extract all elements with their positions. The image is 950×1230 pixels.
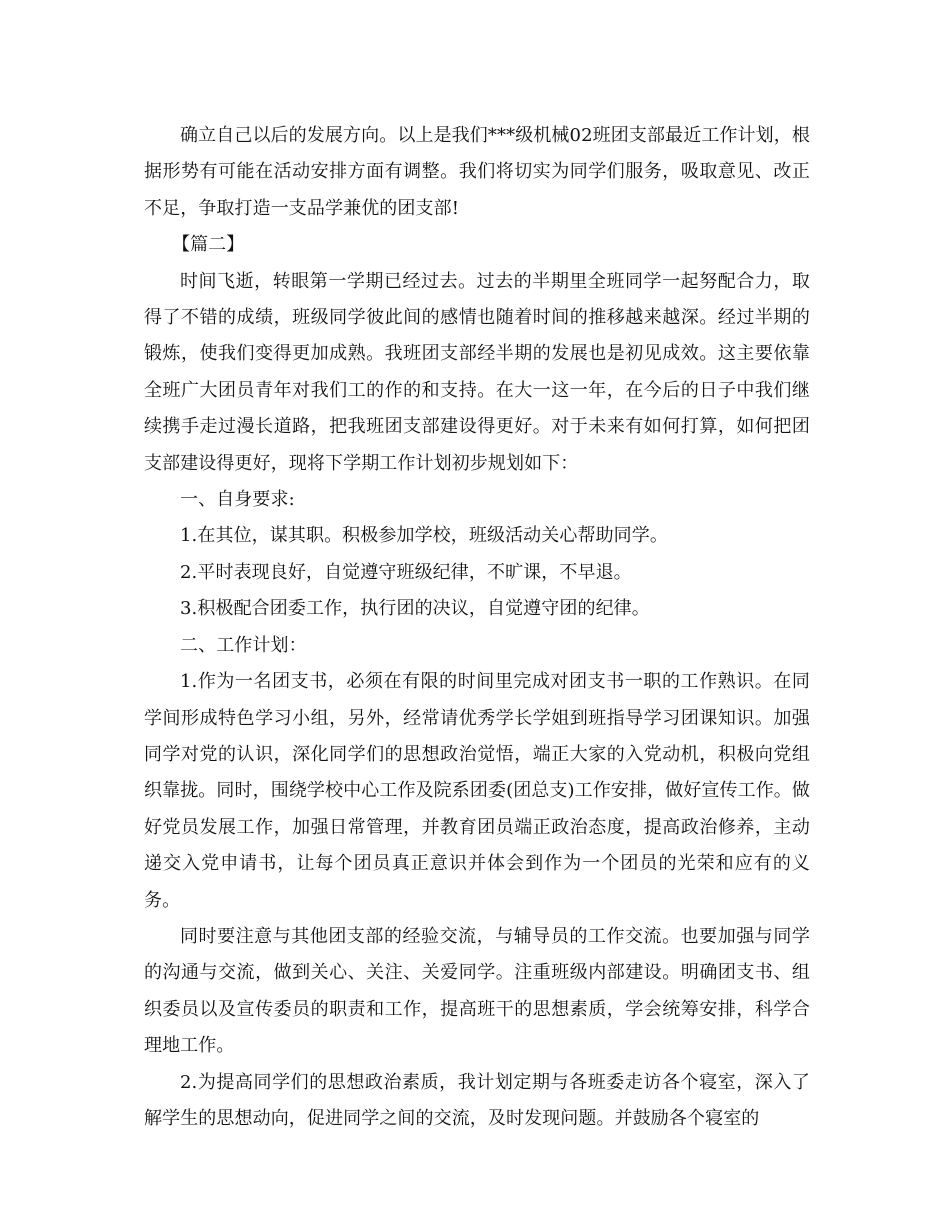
paragraph-summary: 时间飞逝，转眼第一学期已经过去。过去的半期里全班同学一起努配合力，取得了不错的成绩，班级同学彼此间的感情也随着时间的推移越来越深。经过半期的锻炼，使我们变得更加成熟。我班团支部经半期的发展也是初见成效。这主要依靠全班广大团员青年对我们工的作的和支持。在大一这一年，在今后的日子中我们继续携手走过漫长道路，把我班团支部建设得更好。对于未来有如何打算，如何把团支部建设得更好，现将下学期工作计划初步规划如下： xyxy=(144,270,810,474)
heading-work-plan: 二、工作计划： xyxy=(180,634,307,656)
list-item-requirement-3: 3.积极配合团委工作，执行团的决议，自觉遵守团的纪律。 xyxy=(180,598,650,620)
list-item-requirement-1: 1.在其位，谋其职。积极参加学校，班级活动关心帮助同学。 xyxy=(180,525,668,547)
paragraph-plan-item-2: 2.为提高同学们的思想政治素质，我计划定期与各班委走访各个寝室，深入了解学生的思想动向，促进同学之间的交流，及时发现问题。并鼓励各个寝室的 xyxy=(144,1071,810,1129)
paragraph-intro: 确立自己以后的发展方向。以上是我们***级机械02班团支部最近工作计划，根据形势有可能在活动安排方面有调整。我们将切实为同学们服务，吸取意见、改正不足，争取打造一支品学兼优的团支部! xyxy=(144,125,810,219)
heading-self-requirements: 一、自身要求: xyxy=(180,489,295,511)
paragraph-plan-item-1: 1.作为一名团支书，必须在有限的时间里完成对团支书一职的工作熟识。在同学间形成特色学习小组，另外，经常请优秀学长学姐到班指导学习团课知识。加强同学对党的认识，深化同学们的思想政治觉悟，端正大家的入党动机，积极向党组织靠拢。同时，围绕学校中心工作及院系团委(团总支)工作安排，做好宣传工作。做好党员发展工作，加强日常管理，并教育团员端正政治态度，提高政治修养，主动递交入党申请书，让每个团员真正意识并体会到作为一个团员的光荣和应有的义务。 xyxy=(144,671,810,911)
document-page xyxy=(144,118,810,1137)
list-item-requirement-2: 2.平时表现良好，自觉遵守班级纪律，不旷课，不早退。 xyxy=(180,561,632,583)
paragraph-exchange: 同时要注意与其他团支部的经验交流，与辅导员的工作交流。也要加强与同学的沟通与交流，做到关心、关注、关爱同学。注重班级内部建设。明确团支书、组织委员以及宣传委员的职责和工作，提高班干的思想素质，学会统筹安排，科学合理地工作。 xyxy=(144,925,810,1057)
section-heading-part-two: 【篇二】 xyxy=(172,234,245,256)
